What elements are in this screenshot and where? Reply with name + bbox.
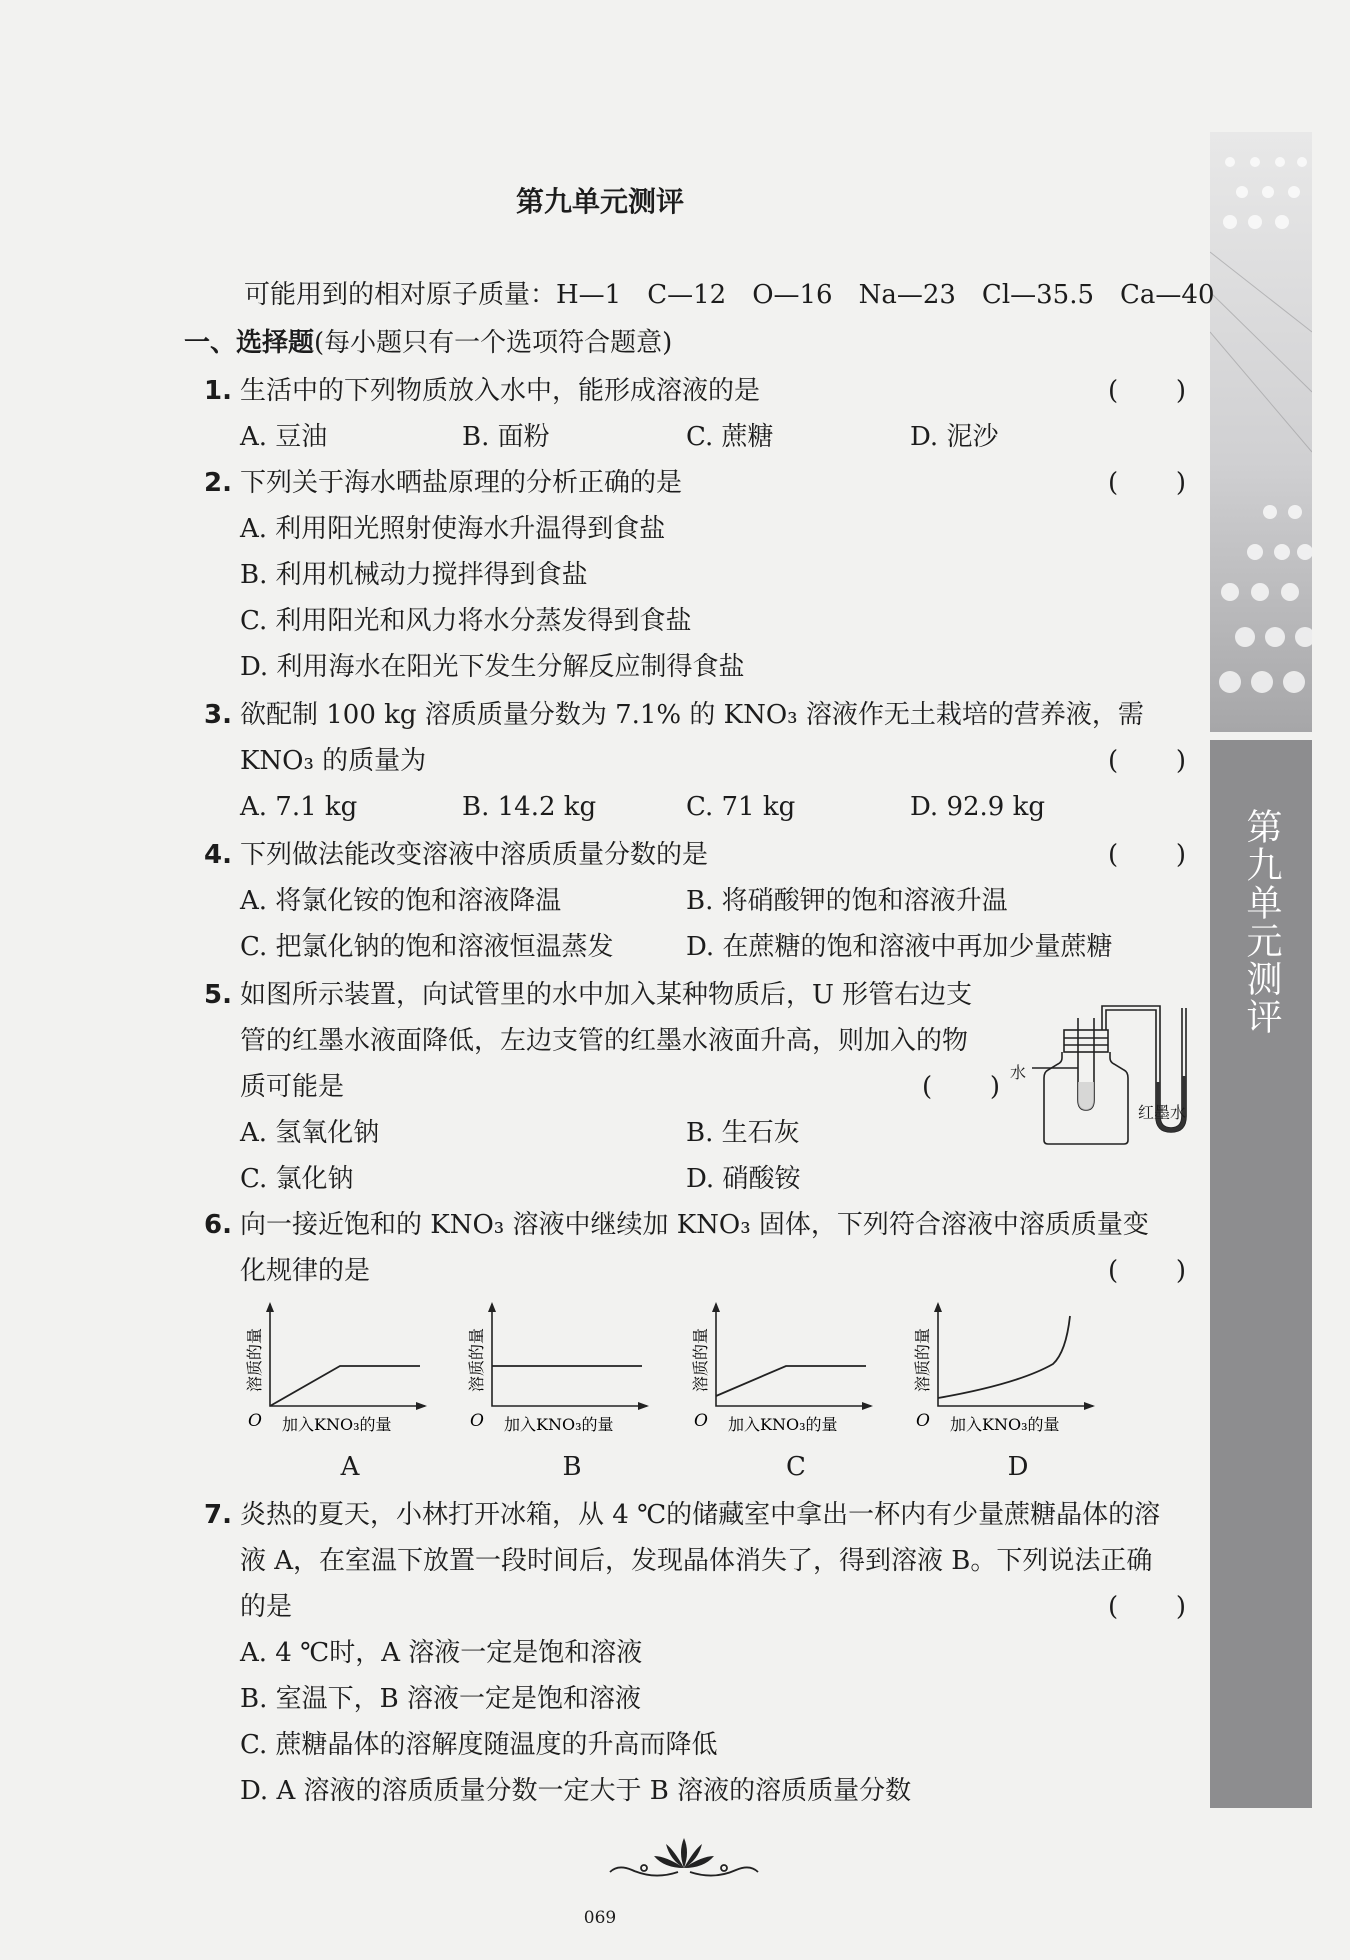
graph-origin: O [248, 1411, 262, 1431]
stopper [1064, 1030, 1108, 1052]
graph-xlabel: 加入KNO₃的量 [504, 1415, 614, 1434]
question-1-option-b[interactable]: B. 面粉 [462, 422, 550, 452]
question-2-stem: 下列关于海水晒盐原理的分析正确的是 [240, 468, 683, 498]
question-3-option-c[interactable]: C. 71 kg [686, 792, 796, 822]
question-3-option-b[interactable]: B. 14.2 kg [462, 792, 597, 822]
answer-bracket-4[interactable]: ( ) [1108, 840, 1186, 870]
question-5-stem-line-1: 如图所示装置，向试管里的水中加入某种物质后，U 形管右边支 [240, 980, 973, 1010]
question-6-stem-line-1: 向一接近饱和的 KNO₃ 溶液中继续加 KNO₃ 固体，下列符合溶液中溶质质量变 [240, 1210, 1149, 1240]
question-7-stem-line-3: 的是 [240, 1592, 293, 1622]
graph-curve [716, 1366, 866, 1396]
side-tab [1210, 132, 1312, 1808]
question-2-option-b[interactable]: B. 利用机械动力搅拌得到食盐 [240, 560, 588, 590]
graph-curve [270, 1366, 420, 1406]
section-note: (每小题只有一个选项符合题意) [314, 328, 673, 358]
graph-ylabel: 溶质的量 [467, 1327, 486, 1393]
question-4-option-a[interactable]: A. 将氯化铵的饱和溶液降温 [240, 886, 562, 916]
question-3-stem-line-2: KNO₃ 的质量为 [240, 746, 427, 776]
question-4-option-c[interactable]: C. 把氯化钠的饱和溶液恒温蒸发 [240, 932, 614, 962]
question-5-stem-line-2: 管的红墨水液面降低，左边支管的红墨水液面升高，则加入的物 [240, 1026, 969, 1056]
axis-arrow-icon [712, 1302, 873, 1410]
graph-xlabel: 加入KNO₃的量 [950, 1415, 1060, 1434]
question-5-option-a[interactable]: A. 氢氧化钠 [240, 1118, 380, 1148]
question-7-number: 7. [204, 1500, 232, 1530]
graph-label-c[interactable]: C [786, 1452, 806, 1482]
answer-bracket-6[interactable]: ( ) [1108, 1256, 1186, 1286]
graph-label-d[interactable]: D [1007, 1452, 1029, 1482]
graph-ylabel: 溶质的量 [691, 1327, 710, 1393]
side-tab-label: 第九单元测评 [1241, 808, 1282, 1036]
answer-bracket-1[interactable]: ( ) [1108, 376, 1186, 406]
graph-origin: O [694, 1411, 708, 1431]
question-3-number: 3. [204, 700, 232, 730]
graph-ylabel: 溶质的量 [913, 1327, 932, 1393]
question-5-number: 5. [204, 980, 232, 1010]
question-5-option-d[interactable]: D. 硝酸铵 [686, 1164, 801, 1194]
question-7-option-b[interactable]: B. 室温下，B 溶液一定是饱和溶液 [240, 1684, 642, 1714]
section-heading [184, 326, 672, 360]
graph-origin: O [916, 1411, 930, 1431]
question-5-stem-line-3: 质可能是 [240, 1072, 345, 1102]
graph-c [676, 1300, 876, 1440]
question-5-option-c[interactable]: C. 氯化钠 [240, 1164, 354, 1194]
question-7-stem-line-1: 炎热的夏天，小林打开冰箱，从 4 ℃的储藏室中拿出一杯内有少量蔗糖晶体的溶 [240, 1500, 1161, 1530]
question-1-option-a[interactable]: A. 豆油 [240, 422, 328, 452]
question-2-number: 2. [204, 468, 232, 498]
graph-a [230, 1300, 430, 1440]
graph-d [898, 1300, 1098, 1440]
graph-xlabel: 加入KNO₃的量 [728, 1415, 838, 1434]
question-2-option-c[interactable]: C. 利用阳光和风力将水分蒸发得到食盐 [240, 606, 692, 636]
question-2-option-a[interactable]: A. 利用阳光照射使海水升温得到食盐 [240, 514, 666, 544]
graph-b [452, 1300, 652, 1440]
answer-bracket-5[interactable]: ( ) [922, 1072, 1000, 1102]
atomic-masses: 可能用到的相对原子质量：H—1 C—12 O—16 Na—23 Cl—35.5 Ca—40 [244, 280, 1215, 310]
question-3-option-d[interactable]: D. 92.9 kg [910, 792, 1046, 822]
question-6-stem-line-2: 化规律的是 [240, 1256, 371, 1286]
page-title: 第九单元测评 [515, 185, 684, 218]
connecting-tube [1102, 1006, 1160, 1040]
answer-bracket-2[interactable]: ( ) [1108, 468, 1186, 498]
question-7-option-c[interactable]: C. 蔗糖晶体的溶解度随温度的升高而降低 [240, 1730, 718, 1760]
question-2-option-d[interactable]: D. 利用海水在阳光下发生分解反应制得食盐 [240, 652, 745, 682]
question-1-stem: 生活中的下列物质放入水中，能形成溶液的是 [240, 376, 761, 406]
graph-ylabel: 溶质的量 [245, 1327, 264, 1393]
figure-water-label: 水 [1010, 1063, 1027, 1082]
question-4-option-b[interactable]: B. 将硝酸钾的饱和溶液升温 [686, 886, 1008, 916]
graph-axes [716, 1304, 871, 1406]
question-1-option-d[interactable]: D. 泥沙 [910, 422, 999, 452]
section-title: 一、选择题 [184, 328, 315, 358]
graph-label-b[interactable]: B [562, 1452, 582, 1482]
axis-arrow-icon [488, 1302, 649, 1410]
answer-bracket-7[interactable]: ( ) [1108, 1592, 1186, 1622]
graph-curve [938, 1316, 1070, 1398]
question-1-number: 1. [204, 376, 232, 406]
question-4-option-d[interactable]: D. 在蔗糖的饱和溶液中再加少量蔗糖 [686, 932, 1113, 962]
page-number: 069 [583, 1908, 617, 1928]
answer-bracket-3[interactable]: ( ) [1108, 746, 1186, 776]
question-3-option-a[interactable]: A. 7.1 kg [240, 792, 358, 822]
graph-axes [270, 1304, 425, 1406]
question-7-stem-line-2: 液 A，在室温下放置一段时间后，发现晶体消失了，得到溶液 B。下列说法正确 [240, 1546, 1153, 1576]
figure-ink-label: 红墨水 [1138, 1103, 1187, 1122]
graph-origin: O [470, 1411, 484, 1431]
question-4-number: 4. [204, 840, 232, 870]
question-5-option-b[interactable]: B. 生石灰 [686, 1118, 800, 1148]
question-7-option-a[interactable]: A. 4 ℃时，A 溶液一定是饱和溶液 [240, 1638, 643, 1668]
question-7-option-d[interactable]: D. A 溶液的溶质质量分数一定大于 B 溶液的溶质质量分数 [240, 1776, 912, 1806]
question-3-stem-line-1: 欲配制 100 kg 溶质质量分数为 7.1% 的 KNO₃ 溶液作无土栽培的营养液，需 [240, 700, 1144, 730]
side-tab-pattern [1210, 132, 1312, 732]
side-tab-separator [1210, 732, 1312, 740]
graph-xlabel: 加入KNO₃的量 [282, 1415, 392, 1434]
footer-ornament-icon [604, 1834, 764, 1884]
graph-axes [492, 1304, 647, 1406]
graph-label-a[interactable]: A [340, 1452, 360, 1482]
question-6-number: 6. [204, 1210, 232, 1240]
question-4-stem: 下列做法能改变溶液中溶质质量分数的是 [240, 840, 709, 870]
dot-pattern-icon [1210, 132, 1312, 732]
question-1-option-c[interactable]: C. 蔗糖 [686, 422, 774, 452]
